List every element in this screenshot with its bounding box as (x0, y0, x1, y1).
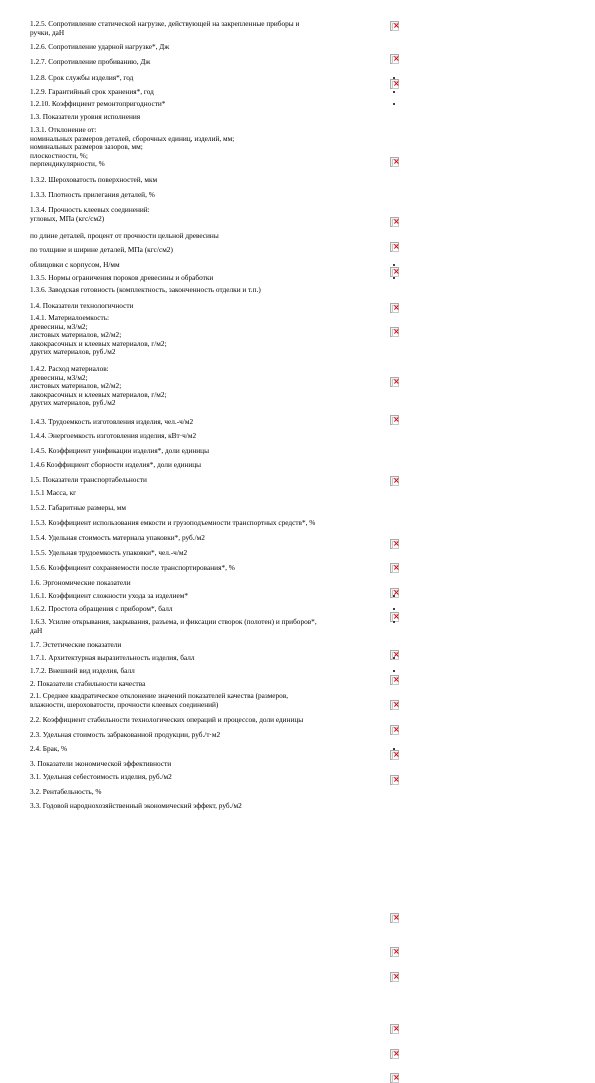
table-row: 1.6.2. Простота обращения с прибором*, балл (30, 605, 173, 613)
table-row: по толщине и ширине деталей, МПа (кгс/см2) (30, 246, 173, 254)
broken-image-icon (390, 1024, 399, 1034)
table-row: 1.4.6 Коэффициент сборности изделия*, доли единицы (30, 461, 202, 469)
table-row: 2.1. Среднее квадратическое отклонение значений показателей качества (размеров, влажности, шероховатости, прочности клеевых соединений) (30, 692, 289, 709)
broken-image-icon (390, 1073, 399, 1083)
broken-image-icon (390, 157, 399, 167)
table-row: 1.5.4. Удельная стоимость материала упаковки*, руб./м2 (30, 534, 205, 542)
table-row: 1.2.5. Сопротивление статической нагрузке, действующей на закрепленные приборы и ручки, даН (30, 20, 300, 37)
table-row: 1.4.4. Энергоемкость изготовления изделия, кВт·ч/м2 (30, 432, 197, 440)
bullet-dot-icon (393, 748, 395, 750)
table-row: 1.4.5. Коэффициент унификации изделия*, доли единицы (30, 447, 209, 455)
bullet-dot-icon (393, 657, 395, 659)
bullet-dot-icon (393, 91, 395, 93)
table-row: 1.5.1 Масса, кг (30, 489, 77, 497)
table-row: 1.3.5. Нормы ограничения пороков древесины и обработки (30, 274, 214, 282)
table-row: 3.3. Годовой народнохозяйственный экономический эффект, руб./м2 (30, 802, 242, 810)
table-row: 1.5.6. Коэффициент сохраняемости после транспортирования*, % (30, 564, 235, 572)
table-row: 1.3.6. Заводская готовность (комплектность, законченность отделки и т.п.) (30, 286, 261, 294)
table-row: 1.4.1. Материалоемкость: древесины, м3/м2; листовых материалов, м2/м2; лакокрасочных и клеевых материалов, г/м2; других материалов, руб./м2 (30, 314, 167, 357)
table-row: 3.2. Рентабельность, % (30, 788, 102, 796)
bullet-dot-icon (393, 621, 395, 623)
table-row: 1.7.1. Архитектурная выразительность изделия, балл (30, 654, 195, 662)
bullet-dot-icon (393, 595, 395, 597)
table-row: 1.2.6. Сопротивление ударной нагрузке*, Дж (30, 43, 170, 51)
table-row: 1.2.9. Гарантийный срок хранения*, год (30, 88, 154, 96)
table-row: 1.5.5. Удельная трудоемкость упаковки*, чел.-ч/м2 (30, 549, 188, 557)
table-row: 1.4.3. Трудоемкость изготовления изделия, чел.-ч/м2 (30, 418, 194, 426)
table-row: 2.2. Коэффициент стабильности технологических операций и процессов, доли единицы (30, 716, 304, 724)
table-row: 1.4.2. Расход материалов: древесины, м3/м2; листовых материалов, м2/м2; лакокрасочных и клеевых материалов, г/м2; других материалов, руб./м2 (30, 365, 167, 408)
table-row: 1.2.8. Срок службы изделия*, год (30, 74, 134, 82)
bullet-dot-icon (393, 670, 395, 672)
broken-image-icon (390, 947, 399, 957)
section-heading: 1.7. Эстетические показатели (30, 641, 122, 649)
table-row: 1.3.2. Шероховатость поверхностей, мкм (30, 176, 158, 184)
section-heading: 1.4. Показатели технологичности (30, 302, 134, 310)
bullet-dot-icon (393, 264, 395, 266)
bullet-dot-icon (393, 277, 395, 279)
table-row: облицовки с корпусом, Н/мм (30, 261, 120, 269)
table-row: 1.2.7. Сопротивление пробиванию, Дж (30, 58, 151, 66)
table-row: 1.2.10. Коэффициент ремонтопригодности* (30, 100, 166, 108)
section-heading: 3. Показатели экономической эффективности (30, 760, 172, 768)
table-row: 3.1. Удельная себестоимость изделия, руб./м2 (30, 773, 172, 781)
broken-image-icon (390, 972, 399, 982)
table-row: 2.4. Брак, % (30, 745, 68, 753)
bullet-dot-icon (393, 77, 395, 79)
table-row: 1.6.1. Коэффициент сложности ухода за изделием* (30, 592, 188, 600)
table-row: 1.3.4. Прочность клеевых соединений: угловых, МПа (кгс/см2) (30, 206, 150, 223)
broken-image-icon (390, 21, 399, 31)
table-row: 1.6.3. Усилие открывания, закрывания, разъема, и фиксации створок (полотен) и приборов*, даН (30, 618, 317, 635)
table-row: 2.3. Удельная стоимость забракованной продукции, руб./т·м2 (30, 731, 221, 739)
table-row: 1.3.3. Плотность прилегания деталей, % (30, 191, 155, 199)
section-heading: 1.6. Эргономические показатели (30, 579, 131, 587)
table-row: по длине деталей, процент от прочности цельной древесины (30, 232, 219, 240)
section-heading: 2. Показатели стабильности качества (30, 680, 146, 688)
broken-image-icon (390, 1049, 399, 1059)
table-row: 1.3.1. Отклонение от: номинальных размеров деталей, сборочных единиц, изделий, мм; номинальных размеров зазоров, мм; плоскостности, %; перпендикулярности, % (30, 126, 235, 169)
bullet-dot-icon (393, 608, 395, 610)
table-row: 1.5.2. Габаритные размеры, мм (30, 504, 127, 512)
table-row: 1.7.2. Внешний вид изделия, балл (30, 667, 135, 675)
broken-image-icon (390, 913, 399, 923)
section-heading: 1.3. Показатели уровня исполнения (30, 113, 141, 121)
table-row: 1.5.3. Коэффициент использования емкости и грузоподъемности транспортных средств*, % (30, 519, 316, 527)
section-heading: 1.5. Показатели транспортабельности (30, 476, 147, 484)
bullet-dot-icon (393, 103, 395, 105)
